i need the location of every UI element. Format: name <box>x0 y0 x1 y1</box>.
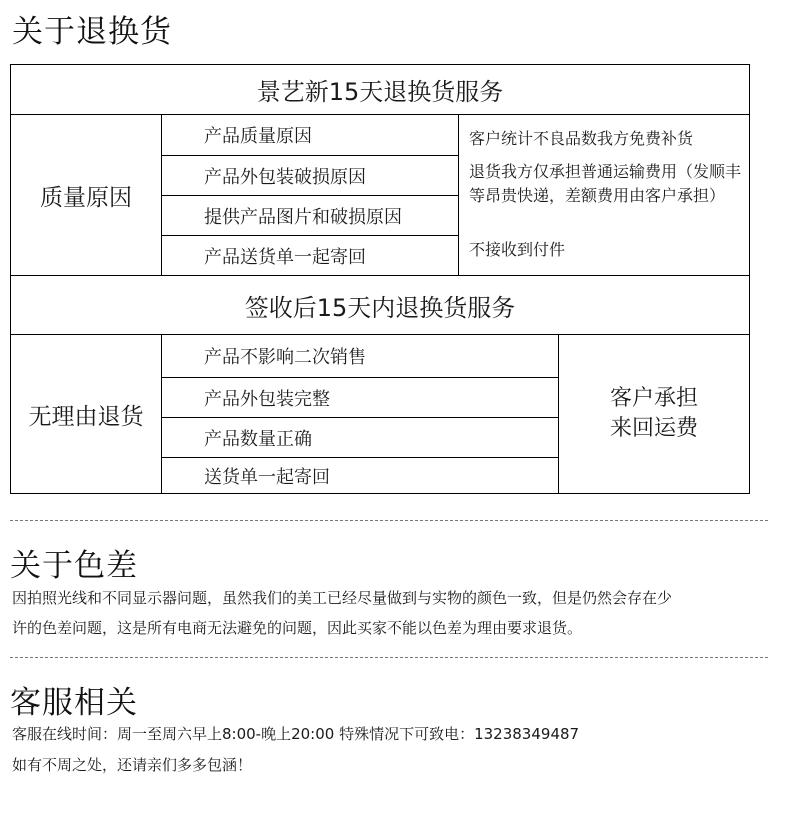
row-label-no-reason: 无理由退货 <box>28 403 144 430</box>
list-item: 送货单一起寄回 <box>204 466 330 488</box>
list-item: 产品外包装破损原因 <box>204 166 366 188</box>
color-paragraph <box>12 583 782 643</box>
divider <box>10 520 768 521</box>
service-hours: 客服在线时间：周一至周六早上8:00-晚上20:00 特殊情况下可致电：13238349487 <box>12 725 580 743</box>
list-item: 产品送货单一起寄回 <box>204 246 366 268</box>
divider <box>10 657 768 658</box>
table-title: 签收后15天内退换货服务 <box>244 293 516 322</box>
policy-note: 退货我方仅承担普通运输费用（发顺丰等昂贵快递，差额费用由客户承担） <box>469 162 742 205</box>
section-heading-returns: 关于退换货 <box>12 14 172 50</box>
returns-no-reason-table <box>10 275 750 494</box>
table-title: 景艺新15天退换货服务 <box>256 78 504 106</box>
paragraph-line: 许的色差问题，这是所有电商无法避免的问题，因此买家不能以色差为理由要求退货。 <box>12 619 583 637</box>
row-label-quality: 质量原因 <box>40 184 132 211</box>
shipping-cost-line: 客户承担 <box>609 386 698 411</box>
list-item: 产品数量正确 <box>204 428 312 450</box>
returns-quality-table <box>10 64 750 276</box>
list-item: 提供产品图片和破损原因 <box>204 206 402 228</box>
service-paragraph <box>12 719 782 781</box>
shipping-cost-note <box>559 335 749 493</box>
list-item: 产品外包装完整 <box>204 388 330 410</box>
policy-note: 不接收到付件 <box>469 240 566 259</box>
list-item: 产品不影响二次销售 <box>204 347 366 368</box>
service-apology: 如有不周之处，还请亲们多多包涵！ <box>12 756 253 774</box>
policy-note: 客户统计不良品数我方免费补货 <box>469 129 694 148</box>
list-item: 产品质量原因 <box>204 126 312 147</box>
section-heading-service: 客服相关 <box>10 685 138 721</box>
paragraph-line: 因拍照光线和不同显示器问题，虽然我们的美工已经尽量做到与实物的颜色一致，但是仍然会存在少 <box>12 589 673 607</box>
section-heading-color: 关于色差 <box>10 548 138 584</box>
shipping-cost-line: 来回运费 <box>609 416 698 441</box>
